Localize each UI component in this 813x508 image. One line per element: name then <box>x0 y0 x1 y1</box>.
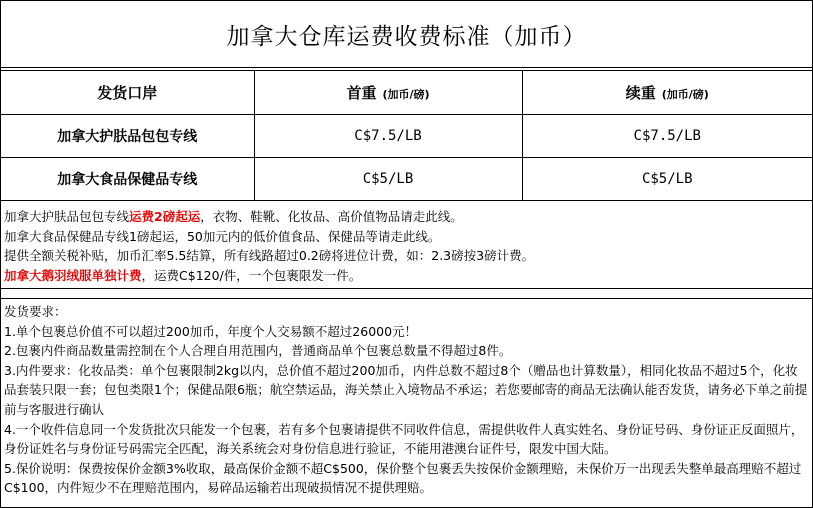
note-line-2: 加拿大食品保健品专线1磅起运，50加元内的低价值食品、保健品等请走此线。 <box>4 228 441 244</box>
requirement-item: 1.单个包裹总价值不可以超过200加币，年度个人交易额不超过26000元！ <box>4 323 418 339</box>
header-first-unit: (加币/磅) <box>382 88 430 101</box>
table-row <box>1 158 812 201</box>
rate-table-header <box>1 71 812 115</box>
requirements-heading: 发货要求： <box>4 304 67 319</box>
table-row <box>1 115 812 158</box>
rate-table <box>1 71 812 201</box>
row-extra-weight: C$7.5/LB <box>522 115 812 158</box>
row-first-weight: C$7.5/LB <box>254 115 522 158</box>
note-line-4: 加拿大鹅羽绒服单独计费，运费C$120/件，一个包裹限发一件。 <box>4 267 362 283</box>
shipping-requirements <box>1 299 812 498</box>
requirement-item: 4.一个收件信息同一个发货批次只能发一个包裹，若有多个包裹请提供不同收件信息，需提供收件人真实姓名、身份证号码、身份证正反面照片，身份证姓名与身份证号码需完全匹配，海关系统会对身份信息进行验证，不能用港澳台证件号，限发中国大陆。 <box>4 421 804 457</box>
requirement-item: 2.包裹内件商品数量需控制在个人合理自用范围内，普通商品单个包裹总数量不得超过8件。 <box>4 343 512 359</box>
header-route: 发货口岸 <box>1 71 254 115</box>
row-route: 加拿大护肤品包包专线 <box>1 115 254 158</box>
page-title: 加拿大仓库运费收费标准（加币） <box>1 1 812 68</box>
note-highlight-min-weight: 运费2磅起运 <box>129 209 201 224</box>
row-extra-weight: C$5/LB <box>522 158 812 201</box>
rate-notes <box>1 201 812 289</box>
row-first-weight: C$5/LB <box>254 158 522 201</box>
row-route: 加拿大食品保健品专线 <box>1 158 254 201</box>
header-extra-weight: 续重 (加币/磅) <box>522 71 812 115</box>
requirement-item: 3.内件要求：化妆品类：单个包裹限制2kg以内，总价值不超过200加币，内件总数不超过8个（赠品也计算数量），相同化妆品不超过5个，化妆品套装只限一套；包包类限1个；保健品限6瓶；航空禁运品，海关禁止入境物品不承运；若您要邮寄的商品无法确认能否发货，请务必下单之前提前与客服进行确认 <box>4 362 808 417</box>
note-highlight-canada-goose: 加拿大鹅羽绒服单独计费 <box>4 267 142 283</box>
requirement-item: 5.保价说明：保费按保价金额3%收取，最高保价金额不超C$500，保价整个包裹丢失按保价金额理赔，未保价万一出现丢失整单最高理赔不超过C$100，内件短少不在理赔范围内，易碎品运输若出现破损情况不提供理赔。 <box>4 460 802 496</box>
header-extra-unit: (加币/磅) <box>661 88 709 101</box>
section-divider <box>1 289 812 299</box>
note-line-3: 提供全额关税补贴，加币汇率5.5结算，所有线路超过0.2磅将进位计费，如：2.3磅按3磅计费。 <box>4 248 535 263</box>
header-first-weight: 首重 (加币/磅) <box>254 71 522 115</box>
note-line-1: 加拿大护肤品包包专线运费2磅起运，衣物、鞋靴、化妆品、高价值物品请走此线。 <box>4 209 463 224</box>
